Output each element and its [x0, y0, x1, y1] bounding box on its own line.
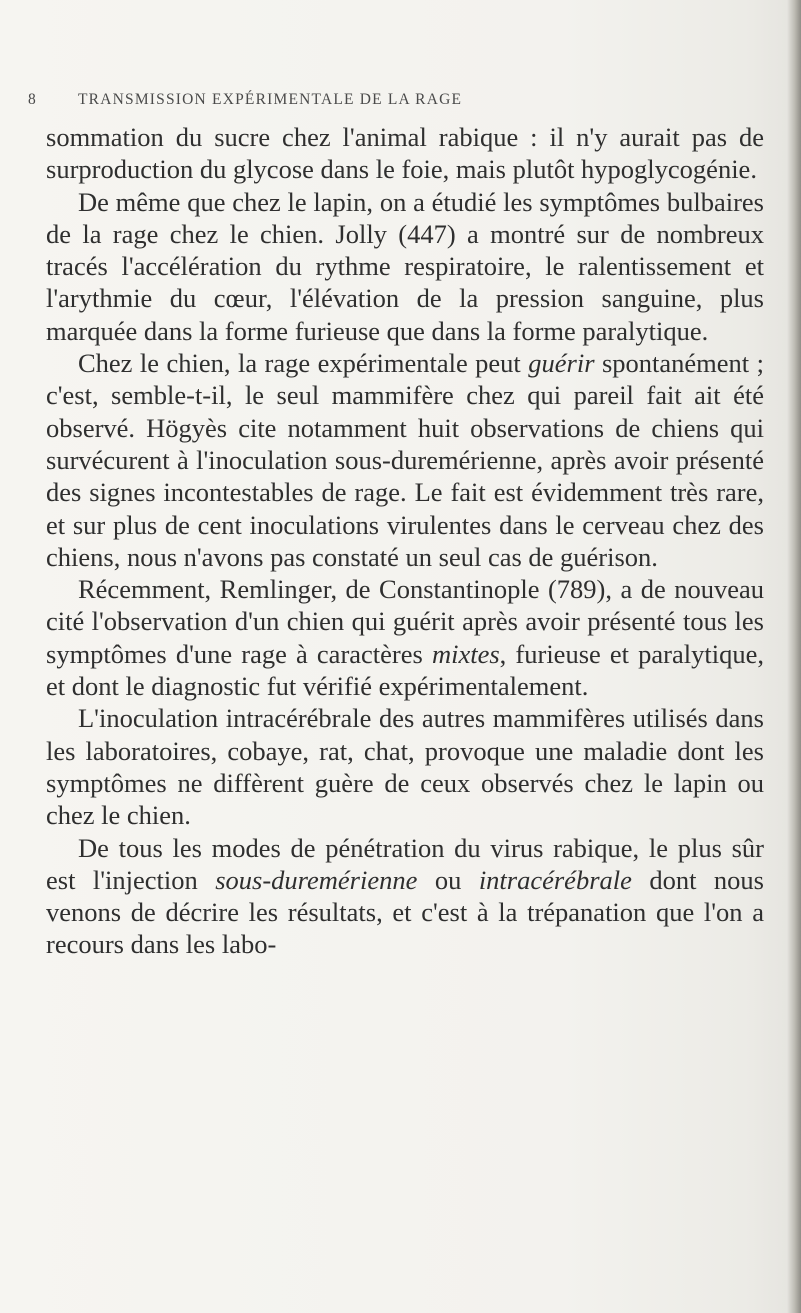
paragraph-6-italic-1: sous-duremérienne [215, 864, 418, 895]
paragraph-4-italic: mixtes [431, 638, 500, 669]
paragraph-3 [46, 347, 764, 573]
paragraph-6-text-a: De tous les modes de pénétration du virus rabique, le plus sûr est l'injection [46, 832, 764, 895]
paragraph-3-text-b: spontanément ; c'est, semble-t-il, le seul mammifère chez qui pareil fait ait été observé. Högyès cite notamment huit observations de chiens qui survécurent à l'inoculation sous-duremérienne, après avoir présenté des signes incontestables de rage. Le fait est évidemment très rare, et sur plus de cent inoculations virulentes dans le cerveau chez des chiens, nous n'avons pas constaté un seul cas de guérison. [46, 348, 764, 572]
page-number: 8 [28, 91, 37, 108]
paragraph-1: sommation du sucre chez l'animal rabique : il n'y aurait pas de surproduction du glycose dans le foie, mais plutôt hypoglycogénie. [46, 122, 764, 185]
paragraph-6-italic-2: intracérébrale [478, 864, 632, 895]
paragraph-6-text-mid: ou [417, 864, 479, 895]
paragraph-2: De même que chez le lapin, on a étudié les symptômes bulbaires de la rage chez le chien. Jolly (447) a montré sur de nombreux tracés l'accélération du rythme respiratoire, le ralentissement et l'arythmie du cœur, l'élévation de la pression sanguine, plus marquée dans la forme furieuse que dans la forme paralytique. [46, 186, 764, 346]
running-title: TRANSMISSION EXPÉRIMENTALE DE LA RAGE [78, 91, 463, 108]
paragraph-6-text-b: dont nous venons de décrire les résultats, et c'est à la trépanation que l'on a recours dans les labo- [46, 864, 764, 960]
page-header [28, 91, 776, 115]
paragraph-3-italic: guérir [528, 348, 595, 379]
paragraph-4-text-a: Récemment, Remlinger, de Constantinople (789), a de nouveau cité l'observation d'un chien qui guérit après avoir présenté tous les symptômes d'une rage à caractères [46, 574, 764, 669]
body-text [46, 121, 764, 961]
paragraph-6 [46, 832, 764, 961]
paragraph-5: L'inoculation intracérébrale des autres mammifères utilisés dans les laboratoires, cobaye, rat, chat, provoque une maladie dont les symptômes ne diffèrent guère de ceux observés chez le lapin ou chez le chien. [46, 703, 764, 831]
paragraph-4 [46, 573, 764, 702]
paragraph-3-text-a: Chez le chien, la rage expérimentale peut [78, 348, 529, 379]
page-edge-shadow [787, 0, 801, 1313]
paragraph-4-text-b: , furieuse et paralytique, et dont le diagnostic fut vérifié expérimentalement. [46, 638, 764, 702]
